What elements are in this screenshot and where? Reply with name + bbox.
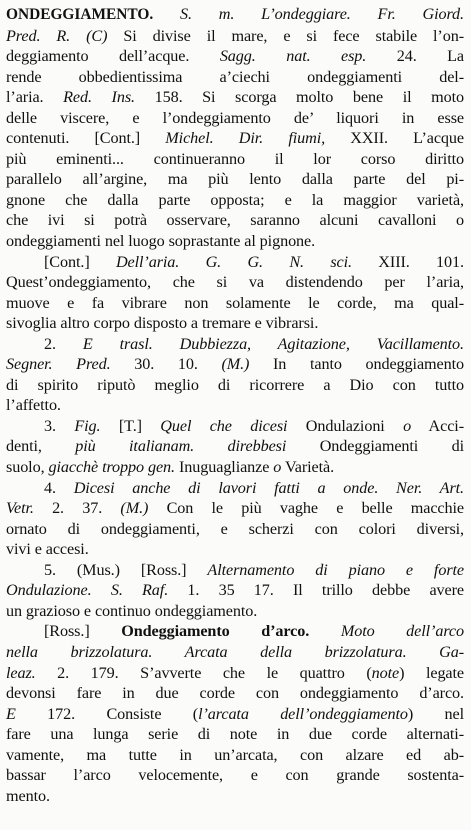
entry-sense-paragraph xyxy=(6,416,464,478)
italic-run: Pred. R. (C) xyxy=(6,26,108,45)
text-run: 3. xyxy=(44,416,75,435)
italic-run: più italianam. direbbesi xyxy=(75,437,287,456)
text-run: suolo, xyxy=(6,458,49,477)
text-line xyxy=(6,26,464,47)
italic-run: (M.) xyxy=(120,499,149,518)
text-run: 5. (Mus.) [Ross.] xyxy=(44,560,208,579)
text-line xyxy=(6,457,464,478)
text-run: Quest’ondeggiamento, che si va distendendo per l’aria, xyxy=(6,273,464,292)
text-line xyxy=(6,375,464,396)
text-run xyxy=(153,5,180,23)
entry-sense-paragraph xyxy=(6,334,464,416)
italic-run: Sagg. nat. esp. xyxy=(219,47,367,66)
text-line xyxy=(6,786,464,807)
italic-run: nella brizzolatura. Arcata della brizzolatura. Ga- xyxy=(6,642,464,661)
text-run: vivi e accesi. xyxy=(6,540,89,559)
text-line xyxy=(6,108,464,129)
text-run: 2. 37. xyxy=(33,499,121,518)
text-run: 1. 35 17. Il trillo debbe avere xyxy=(168,581,464,600)
text-run: devonsi fare in due corde con ondeggiamento d’arco. xyxy=(6,684,464,703)
text-line xyxy=(6,704,464,725)
text-line xyxy=(6,621,464,642)
text-run: ornato di ondeggiamenti, e scherzi con colori diversi, xyxy=(6,519,464,538)
text-run: Si divise il mare, e si fece stabile l’on- xyxy=(107,26,464,45)
text-line xyxy=(6,416,464,437)
text-line xyxy=(6,436,464,457)
text-line xyxy=(6,272,464,293)
text-run: muove e fa vibrare non solamente le corde, ma qual- xyxy=(6,293,464,312)
text-run: [Cont.] xyxy=(44,252,116,271)
text-run: di spirito riputò meglio di ricorrere a Dio con tutto xyxy=(6,375,464,394)
dictionary-entry xyxy=(6,4,464,252)
text-run: un grazioso e continuo ondeggiamento. xyxy=(6,601,258,620)
text-run: vamente, ma tutte in un’arcata, con alzare ed ab- xyxy=(6,745,464,764)
italic-run: E xyxy=(6,704,16,723)
text-run: sivoglia altro corpo disposto a tremare e vibrarsi. xyxy=(6,314,319,333)
entry-sense-paragraph xyxy=(6,621,464,806)
text-line xyxy=(6,539,464,560)
text-run: bassar l’arco velocemente, e con grande sostenta- xyxy=(6,766,464,785)
text-line xyxy=(6,293,464,314)
text-run: XXII. L’acque xyxy=(325,129,464,148)
text-line xyxy=(6,252,464,273)
text-run: XIII. 101. xyxy=(351,252,464,271)
text-run: ondeggiamenti nel luogo soprastante al pignone. xyxy=(6,232,316,251)
text-run: 158. Si scorga molto bene il moto xyxy=(134,88,464,107)
text-line xyxy=(6,498,464,519)
italic-run: Dicesi anche di lavori fatti a onde. Ner. Art. xyxy=(73,478,465,497)
text-run: Varietà. xyxy=(281,458,335,477)
text-run: l’affetto. xyxy=(6,396,61,415)
text-run: In tanto ondeggiamento xyxy=(249,355,464,374)
italic-run: E trasl. Dubbiezza, Agitazione, Vacillamento. xyxy=(82,334,464,353)
text-run: parallelo all’argine, ma più lento dalla parte del pi- xyxy=(6,170,464,189)
text-line xyxy=(6,580,464,601)
text-run: [Ross.] xyxy=(44,622,122,641)
text-line xyxy=(6,313,464,334)
text-run: contenuti. [Cont.] xyxy=(6,129,166,148)
entry-sense-paragraph xyxy=(6,560,464,622)
text-line xyxy=(6,519,464,540)
text-line xyxy=(6,601,464,622)
text-line xyxy=(6,190,464,211)
text-run xyxy=(309,622,341,640)
italic-run: Ondulazione. S. Raf. xyxy=(6,581,169,600)
text-run: fare una lunga serie di note in due corde alternati- xyxy=(6,725,464,744)
text-line xyxy=(6,231,464,252)
italic-run: S. m. L’ondeggiare. Fr. Giord. xyxy=(180,5,464,23)
text-run: Ondeggiamenti di xyxy=(286,437,465,456)
text-run: 4. xyxy=(44,478,74,497)
text-run: l’aria. xyxy=(6,88,64,107)
text-line xyxy=(6,4,464,26)
entry-senses xyxy=(6,252,464,807)
text-line xyxy=(6,642,464,663)
italic-run: Alternamento di piano e forte xyxy=(207,560,465,579)
italic-run: Red. Ins. xyxy=(63,88,135,107)
text-line xyxy=(6,663,464,684)
text-run: denti, xyxy=(6,437,76,456)
text-run: che ivi si potrà osservare, saranno alcuni cavalloni o xyxy=(6,211,464,230)
text-run: Acci- xyxy=(411,416,464,435)
italic-run: o xyxy=(273,458,282,477)
italic-run: l’arcata dell’ondeggiamento xyxy=(198,704,408,723)
text-line xyxy=(6,334,464,355)
entry-sense-paragraph xyxy=(6,478,464,560)
text-run: [T.] xyxy=(100,416,161,435)
italic-run: Fig. xyxy=(74,416,101,435)
italic-run: leaz. xyxy=(6,663,36,682)
text-run: 2. xyxy=(44,334,83,353)
text-run: 30. 10. xyxy=(110,355,222,374)
text-run: 172. Consiste ( xyxy=(15,704,199,723)
text-line xyxy=(6,745,464,766)
text-run: 2. 179. S’avverte che le quattro ( xyxy=(35,663,372,682)
italic-run: (M.) xyxy=(221,355,250,374)
text-run: Ondulazioni xyxy=(287,416,404,435)
text-line xyxy=(6,765,464,786)
text-line xyxy=(6,46,464,67)
text-line xyxy=(6,354,464,375)
text-line xyxy=(6,169,464,190)
text-run: Con le più vaghe e belle macchie xyxy=(148,499,464,518)
text-run: più eminenti... continueranno il lor corso diritto xyxy=(6,149,464,168)
italic-run: Segner. Pred. xyxy=(6,355,111,374)
text-line xyxy=(6,87,464,108)
text-run: gnone che dalla parte opposta; e la maggior varietà, xyxy=(6,190,464,209)
italic-run: giacchè troppo gen. xyxy=(48,458,176,477)
text-run: delle viscere, e l’ondeggiamento de’ liquori in esse xyxy=(6,108,464,127)
text-line xyxy=(6,395,464,416)
bold-run: Ondeggiamento d’arco. xyxy=(121,622,310,641)
italic-run: Michel. Dir. fiumi, xyxy=(165,129,326,148)
text-line xyxy=(6,67,464,88)
text-line xyxy=(6,149,464,170)
text-run: deggiamento dell’acque. xyxy=(6,47,220,66)
italic-run: note xyxy=(371,663,400,682)
text-run: Inuguaglianze xyxy=(175,458,274,477)
text-line xyxy=(6,683,464,704)
italic-run: Moto dell’arco xyxy=(340,622,464,641)
text-run: ) nel xyxy=(407,704,464,723)
italic-run: o xyxy=(403,416,412,435)
italic-run: Vetr. xyxy=(6,499,34,518)
text-run: 24. La xyxy=(366,47,465,66)
headword: ONDEGGIAMENTO. xyxy=(6,6,154,23)
text-line xyxy=(6,210,464,231)
text-line xyxy=(6,478,464,499)
italic-run: Dell’aria. G. G. N. sci. xyxy=(115,252,352,271)
text-run: mento. xyxy=(6,786,50,805)
text-run: rende obbedientissima a’ciechi ondeggiamenti del- xyxy=(6,67,464,86)
text-line xyxy=(6,560,464,581)
text-line xyxy=(6,128,464,149)
entry-sense-paragraph xyxy=(6,252,464,334)
italic-run: Quel che dicesi xyxy=(160,416,288,435)
text-run: ) legate xyxy=(399,663,465,682)
text-line xyxy=(6,724,464,745)
